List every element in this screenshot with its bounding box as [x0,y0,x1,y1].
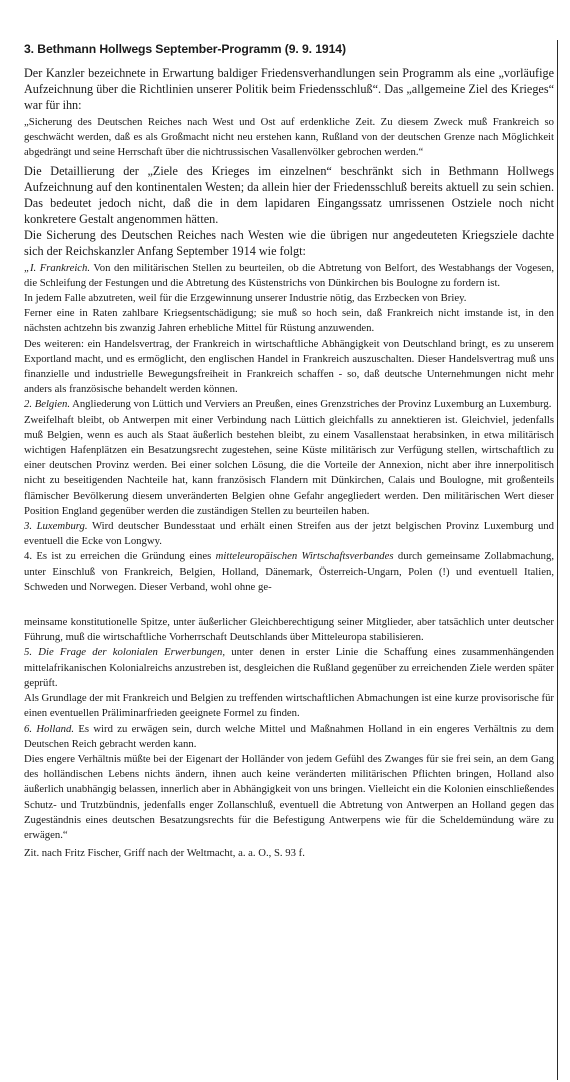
point-holland-label: 6. Holland. [24,722,75,735]
point-luxembourg [24,519,554,549]
point-belgium-text: Angliederung von Lüttich und Verviers an Preußen, eines Grenzstriches der Provinz Luxemburg an Luxemburg. [72,398,552,411]
source-citation: Zit. nach Fritz Fischer, Griff nach der Weltmacht, a. a. O., S. 93 f. [24,847,305,860]
quote-general-aim: „Sicherung des Deutschen Reiches nach West und Ost auf erdenkliche Zeit. Zu diesem Zweck muß Frankreich so geschwächt werden, daß es als Großmacht nicht neu erstehen kann, Rußland von der deutschen Grenze nach Möglichkeit abgedrängt und seine Herrschaft über die nichtrussischen Vasallenvölker gebrochen werden.“ [24,116,554,159]
paragraph-details: Die Detaillierung der „Ziele des Krieges im einzelnen“ beschränkt sich in Bethmann Hollwegs Aufzeichnung auf den kontinentalen Westen; da allein hier der Friedensschluß bereits aktuell zu sein schien. Das bedeutet jedoch nicht, daß die in dem lapidaren Eingangssatz umrissenen Ostziele noch nicht konkretere Gestalt angenommen hätten. [24,163,554,226]
point-france [24,261,554,291]
point-luxembourg-label: 3. Luxemburg. [24,520,88,533]
point-holland [24,722,554,752]
margin-rule [557,40,558,1080]
point-holland-text: Es wird zu erwägen sein, durch welche Mittel und Maßnahmen Holland in ein engeres Verhältnis zu dem Deutschen Reich gebracht werden kann. [24,722,554,750]
point-mitteleuropa-text: durch gemeinsame Zollabmachung, unter Einschluß von Frankreich, Belgien, Holland, Dänemark, Österreich-Ungarn, Polen (!) und eventuell Italien, Schweden und Norwegen. Dieser Verband, wohl ohne ge- [24,550,555,593]
point-mitteleuropa-continued: meinsame konstitutionelle Spitze, unter äußerlicher Gleichberechtigung seiner Mitglieder, aber tatsächlich unter deutscher Führung, muß die wirtschaftliche Vorherrschaft Deutschlands über Mitteleuropa stabilisieren. [24,616,554,644]
point-france-text: Von den militärischen Stellen zu beurteilen, ob die Abtretung von Belfort, des Westabhangs der Vogesen, die Schleifung der Festungen und die Abtretung des Küstenstrichs von Dünkirchen bis Boulogne zu fordern ist. [24,261,554,289]
point-holland-relation: Dies engere Verhältnis müßte bei der Eigenart der Holländer von jedem Gefühl des Zwanges für sie frei sein, an dem Gang des holländischen Lebens nichts ändern, ihnen auch keine veränderten militärischen Pflichten bringen, Holland also äußerlich unabhängig belassen, innerlich aber in Abhängigkeit von uns bringen. Vielleicht ein die Kolonien einschließendes Schutz- und Trutzbündnis, jedenfalls enger Zollanschluß, eventuell die Abtretung von Antwerpen an Holland gegen das Zugeständnis eines deutschen Besatzungsrechts für die Befestigung Antwerpens wie für die Scheldemündung wäre zu erwägen.“ [24,752,554,841]
point-mitteleuropa-pre: 4. Es ist zu erreichen die Gründung eines [24,550,212,563]
point-belgium [24,397,554,412]
point-colonies-label: 5. Die Frage der kolonialen Erwerbungen, [24,646,225,659]
document-page [24,42,554,861]
point-colonies [24,645,554,691]
point-mitteleuropa [24,549,554,595]
point-france-label: „I. Frankreich. [24,261,91,274]
point-france-briey: In jedem Falle abzutreten, weil für die Erzgewinnung unserer Industrie nötig, das Erzbecken von Briey. [24,292,467,305]
paragraph-west: Die Sicherung des Deutschen Reiches nach Westen wie die übrigen nur angedeuteten Kriegsziele dachte sich der Reichskanzler Anfang September 1914 wie folgt: [24,227,554,258]
point-luxembourg-text: Wird deutscher Bundesstaat und erhält einen Streifen aus der jetzt belgischen Provinz Luxemburg und eventuell die Ecke von Longwy. [24,520,554,548]
point-france-indemnity: Ferner eine in Raten zahlbare Kriegsentschädigung; sie muß so hoch sein, daß Frankreich nicht imstande ist, in den nächsten achtzehn bis zwanzig Jahren erhebliche Mittel für Rüstung anzuwenden. [24,307,554,335]
point-colonies-text: unter denen in erster Linie die Schaffung eines zusammenhängenden mittelafrikanischen Kolonialreichs anzustreben ist, desgleichen die Rußland gegenüber zu erreichenden Ziele werden später geprüft. [24,646,555,689]
intro-paragraph: Der Kanzler bezeichnete in Erwartung baldiger Friedensverhandlungen sein Programm als eine „vorläufige Aufzeichnung über die Richtlinien unserer Politik beim Friedensschluß“. Das „allgemeine Ziel des Krieges“ war für ihn: [24,66,554,112]
point-mitteleuropa-italic: mitteleuropäischen Wirtschaftsverbandes [215,550,394,563]
point-belgium-label: 2. Belgien. [24,398,71,411]
point-france-trade: Des weiteren: ein Handelsvertrag, der Frankreich in wirtschaftliche Abhängigkeit von Deutschland bringt, es zu unserem Exportland macht, und es ermöglicht, den englischen Handel in Frankreich auszuschalten. Dieser Handelsvertrag muß uns finanzielle und industrielle Bewegungsfreiheit in Frankreich schaffen - so, daß deutsche Unternehmungen nicht mehr anders als französische behandelt werden können. [24,337,554,396]
point-belgium-vassal: Zweifelhaft bleibt, ob Antwerpen mit einer Verbindung nach Lüttich gleichfalls zu annektieren ist. Gleichviel, jedenfalls muß Belgien, wenn es auch als Staat äußerlich bestehen bleibt, zu einem Vasallenstaat herabsinken, in etwa militärisch wichtigen Hafenplätzen ein Besatzungsrecht zugestehen, seine Küste militärisch zur Verfügung stellen, wirtschaftlich zu einer deutschen Provinz werden. Bei einer solchen Lösung, die die Vorteile der Annexion, nicht aber ihre innerpolitisch nicht zu beseitigenden Nachteile hat, kann französisch Flandern mit Dünkirchen, Calais und Boulogne, mit großenteils flämischer Bevölkerung diesem unveränderten Belgien ohne Gefahr angegliedert werden. Den militärischen Wert dieser Position England gegenüber werden die zuständigen Stellen zu beurteilen haben. [24,413,554,517]
point-colonies-formula: Als Grundlage der mit Frankreich und Belgien zu treffenden wirtschaftlichen Abmachungen ist eine kurze provisorische für einen eventuellen Präliminarfrieden geeignete Formel zu finden. [24,692,554,720]
section-title: 3. Bethmann Hollwegs September-Programm (9. 9. 1914) [24,42,346,56]
